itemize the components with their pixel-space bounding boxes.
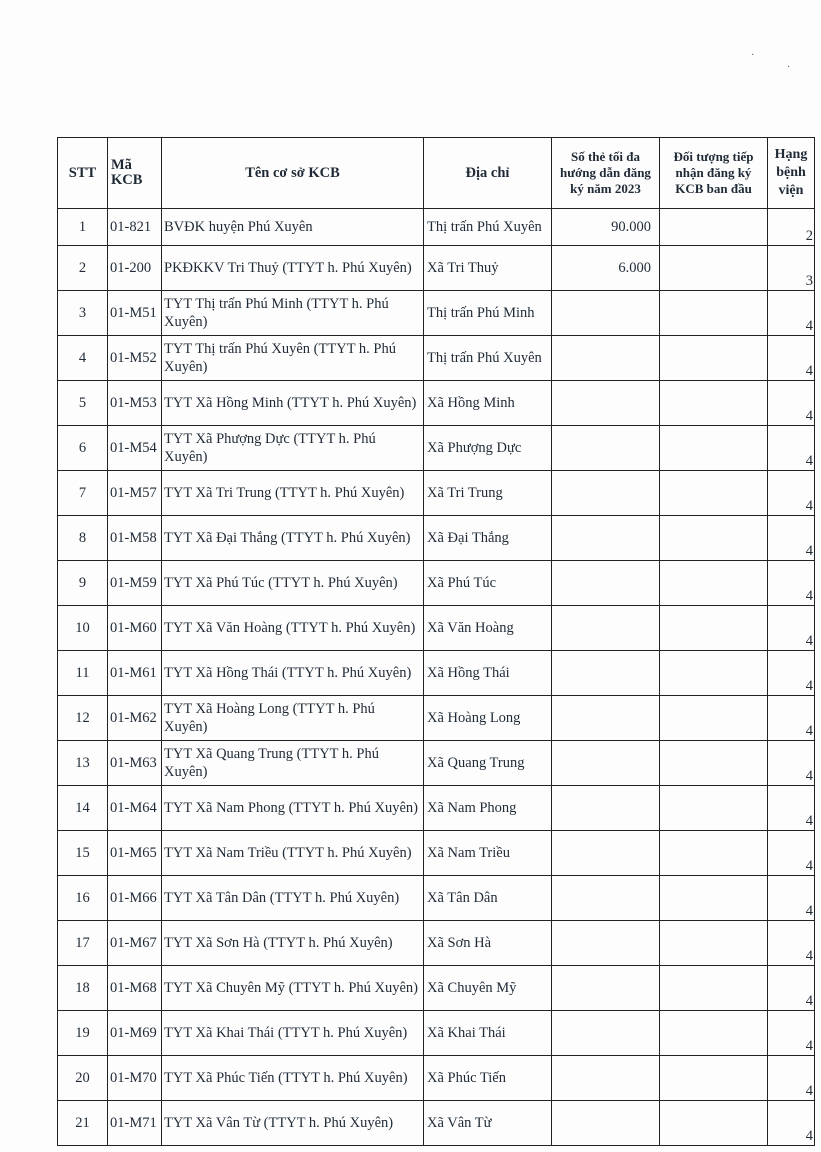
row-target [660,741,768,786]
table-row [58,1011,815,1056]
row-stt: 10 [58,606,108,651]
header-name: Tên cơ sở KCB [162,138,424,209]
row-target [660,1011,768,1056]
table-row [58,876,815,921]
scan-speck: · [751,50,755,61]
row-code: 01-M58 [108,516,162,561]
row-stt: 7 [58,471,108,516]
table-row [58,516,815,561]
row-address: Xã Khai Thái [424,1011,552,1056]
row-code: 01-M68 [108,966,162,1011]
row-name: TYT Xã Đại Thắng (TTYT h. Phú Xuyên) [162,516,424,561]
row-max-cards [552,741,660,786]
table-row [58,696,815,741]
table-row [58,966,815,1011]
row-target [660,1056,768,1101]
row-stt: 16 [58,876,108,921]
row-rank: 4 [768,561,815,606]
row-target [660,426,768,471]
row-max-cards [552,381,660,426]
row-rank: 4 [768,696,815,741]
row-rank: 4 [768,1011,815,1056]
table-row [58,606,815,651]
row-name: BVĐK huyện Phú Xuyên [162,209,424,246]
row-code: 01-M53 [108,381,162,426]
row-max-cards [552,1056,660,1101]
row-max-cards [552,651,660,696]
row-rank: 4 [768,921,815,966]
row-max-cards [552,696,660,741]
row-rank: 4 [768,336,815,381]
row-address: Xã Quang Trung [424,741,552,786]
row-code: 01-200 [108,246,162,291]
row-target [660,1101,768,1146]
row-name: TYT Xã Hoàng Long (TTYT h. Phú Xuyên) [162,696,424,741]
row-stt: 5 [58,381,108,426]
table-row [58,471,815,516]
row-max-cards [552,831,660,876]
row-stt: 13 [58,741,108,786]
table-row [58,831,815,876]
header-rank: Hạng bệnh viện [768,138,815,209]
row-stt: 8 [58,516,108,561]
row-rank: 4 [768,426,815,471]
row-name: TYT Xã Phượng Dực (TTYT h. Phú Xuyên) [162,426,424,471]
row-rank: 4 [768,876,815,921]
row-target [660,786,768,831]
row-address: Xã Phúc Tiến [424,1056,552,1101]
row-target [660,876,768,921]
row-address: Xã Vân Từ [424,1101,552,1146]
row-address: Xã Tri Thuỷ [424,246,552,291]
row-target [660,651,768,696]
row-target [660,606,768,651]
row-target [660,471,768,516]
row-stt: 1 [58,209,108,246]
row-stt: 4 [58,336,108,381]
row-stt: 20 [58,1056,108,1101]
table-row [58,921,815,966]
table-row [58,741,815,786]
row-code: 01-M61 [108,651,162,696]
row-code: 01-M60 [108,606,162,651]
row-code: 01-M69 [108,1011,162,1056]
row-address: Thị trấn Phú Xuyên [424,336,552,381]
row-stt: 18 [58,966,108,1011]
row-target [660,209,768,246]
table-row [58,561,815,606]
row-rank: 4 [768,1056,815,1101]
table-row [58,786,815,831]
row-address: Thị trấn Phú Xuyên [424,209,552,246]
row-rank: 4 [768,1101,815,1146]
row-max-cards [552,516,660,561]
row-stt: 9 [58,561,108,606]
row-target [660,381,768,426]
row-address: Xã Phú Túc [424,561,552,606]
table-row [58,336,815,381]
row-target [660,921,768,966]
row-stt: 19 [58,1011,108,1056]
row-name: TYT Xã Tri Trung (TTYT h. Phú Xuyên) [162,471,424,516]
row-target [660,831,768,876]
row-code: 01-M64 [108,786,162,831]
row-stt: 12 [58,696,108,741]
row-code: 01-M59 [108,561,162,606]
row-max-cards [552,336,660,381]
row-max-cards [552,471,660,516]
row-stt: 15 [58,831,108,876]
row-address: Xã Tri Trung [424,471,552,516]
facility-table [57,137,815,1146]
row-name: TYT Xã Văn Hoàng (TTYT h. Phú Xuyên) [162,606,424,651]
row-rank: 4 [768,606,815,651]
header-code: Mã KCB [108,138,162,209]
row-target [660,696,768,741]
row-name: TYT Xã Hồng Thái (TTYT h. Phú Xuyên) [162,651,424,696]
row-address: Xã Nam Phong [424,786,552,831]
row-code: 01-M51 [108,291,162,336]
row-max-cards [552,1011,660,1056]
row-name: TYT Xã Sơn Hà (TTYT h. Phú Xuyên) [162,921,424,966]
row-code: 01-M52 [108,336,162,381]
header-stt: STT [58,138,108,209]
row-stt: 6 [58,426,108,471]
row-rank: 2 [768,209,815,246]
row-stt: 17 [58,921,108,966]
row-name: TYT Thị trấn Phú Minh (TTYT h. Phú Xuyên) [162,291,424,336]
row-rank: 4 [768,966,815,1011]
row-address: Thị trấn Phú Minh [424,291,552,336]
row-name: TYT Xã Phúc Tiến (TTYT h. Phú Xuyên) [162,1056,424,1101]
row-code: 01-M67 [108,921,162,966]
row-rank: 4 [768,831,815,876]
row-target [660,291,768,336]
row-rank: 4 [768,381,815,426]
row-name: TYT Xã Khai Thái (TTYT h. Phú Xuyên) [162,1011,424,1056]
row-target [660,336,768,381]
row-address: Xã Hoàng Long [424,696,552,741]
row-address: Xã Nam Triều [424,831,552,876]
row-code: 01-M63 [108,741,162,786]
header-address: Địa chỉ [424,138,552,209]
row-address: Xã Hồng Minh [424,381,552,426]
row-rank: 4 [768,651,815,696]
row-stt: 14 [58,786,108,831]
row-code: 01-821 [108,209,162,246]
row-max-cards [552,606,660,651]
table-row [58,246,815,291]
row-code: 01-M57 [108,471,162,516]
row-max-cards [552,561,660,606]
row-address: Xã Tân Dân [424,876,552,921]
row-name: PKĐKKV Tri Thuỷ (TTYT h. Phú Xuyên) [162,246,424,291]
row-code: 01-M70 [108,1056,162,1101]
row-rank: 4 [768,741,815,786]
header-max-cards: Số thẻ tối đa hướng dẫn đăng ký năm 2023 [552,138,660,209]
row-address: Xã Hồng Thái [424,651,552,696]
row-rank: 4 [768,291,815,336]
table-row [58,291,815,336]
table-header [58,138,815,209]
table-row [58,1056,815,1101]
row-name: TYT Xã Phú Túc (TTYT h. Phú Xuyên) [162,561,424,606]
row-address: Xã Phượng Dực [424,426,552,471]
row-stt: 11 [58,651,108,696]
row-stt: 21 [58,1101,108,1146]
row-name: TYT Xã Nam Triều (TTYT h. Phú Xuyên) [162,831,424,876]
row-name: TYT Xã Hồng Minh (TTYT h. Phú Xuyên) [162,381,424,426]
row-max-cards [552,966,660,1011]
row-max-cards [552,876,660,921]
row-max-cards [552,291,660,336]
row-max-cards [552,921,660,966]
row-name: TYT Xã Vân Từ (TTYT h. Phú Xuyên) [162,1101,424,1146]
table-body [58,209,815,1146]
table-row [58,426,815,471]
row-code: 01-M54 [108,426,162,471]
row-target [660,966,768,1011]
row-code: 01-M66 [108,876,162,921]
row-max-cards [552,426,660,471]
row-target [660,246,768,291]
row-rank: 4 [768,786,815,831]
row-name: TYT Xã Quang Trung (TTYT h. Phú Xuyên) [162,741,424,786]
row-rank: 3 [768,246,815,291]
table-row [58,209,815,246]
row-address: Xã Văn Hoàng [424,606,552,651]
row-name: TYT Thị trấn Phú Xuyên (TTYT h. Phú Xuyên) [162,336,424,381]
row-address: Xã Đại Thắng [424,516,552,561]
row-code: 01-M62 [108,696,162,741]
header-target: Đối tượng tiếp nhận đăng ký KCB ban đầu [660,138,768,209]
row-max-cards: 6.000 [552,246,660,291]
table-row [58,651,815,696]
row-rank: 4 [768,516,815,561]
row-address: Xã Sơn Hà [424,921,552,966]
row-name: TYT Xã Chuyên Mỹ (TTYT h. Phú Xuyên) [162,966,424,1011]
row-address: Xã Chuyên Mỹ [424,966,552,1011]
row-max-cards [552,1101,660,1146]
row-code: 01-M71 [108,1101,162,1146]
row-target [660,516,768,561]
scan-speck: · [787,62,791,73]
row-max-cards: 90.000 [552,209,660,246]
row-target [660,561,768,606]
row-name: TYT Xã Nam Phong (TTYT h. Phú Xuyên) [162,786,424,831]
table-row [58,1101,815,1146]
row-name: TYT Xã Tân Dân (TTYT h. Phú Xuyên) [162,876,424,921]
row-rank: 4 [768,471,815,516]
row-code: 01-M65 [108,831,162,876]
table-row [58,381,815,426]
row-stt: 3 [58,291,108,336]
row-max-cards [552,786,660,831]
row-stt: 2 [58,246,108,291]
